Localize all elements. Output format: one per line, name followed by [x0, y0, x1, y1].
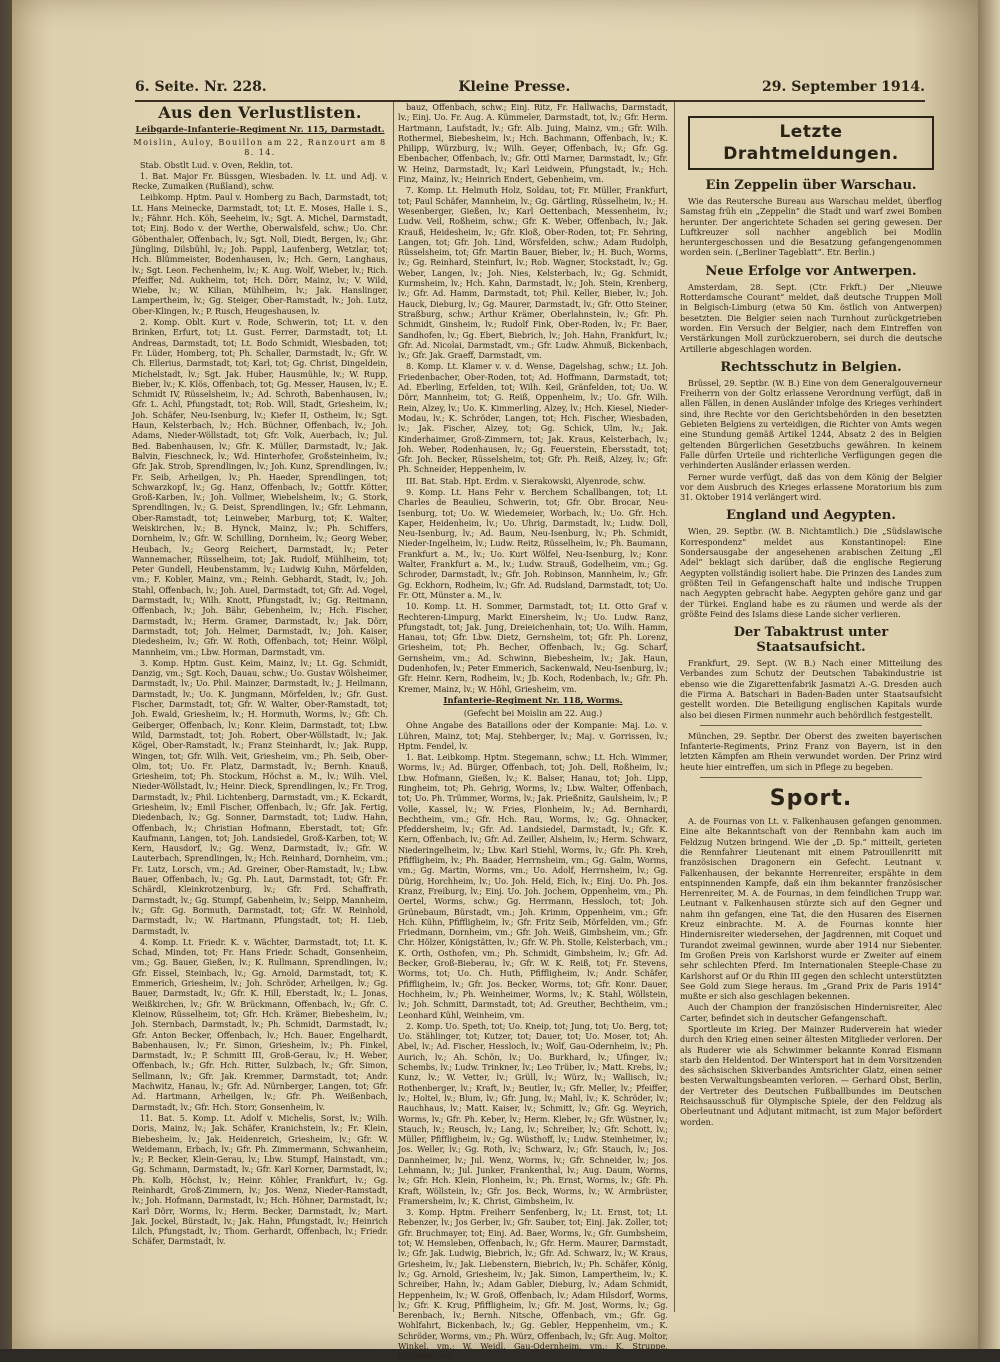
article-body: Wie das Reutersche Bureau aus Warschau meldet, überflog Samstag früh ein „Zeppelin“ die Stadt und warf zwei Bomben herunter. Der angerichtete Schaden sei gering gewesen. Der Luftkreuzer soll nachher angeblich bei Modlin heruntergeschossen und die Besatzung gefangengenommen worden sein. („Berliner Tageblatt“. Etr. Berlin.) [680, 196, 942, 258]
casualty-paragraph: 2. Komp. Uo. Speth, tot; Uo. Kneip, tot; Jung, tot; Uo. Berg, tot; Uo. Stählinger, tot; Kutzer, tot; Dauer, tot; Uo. Moser, tot; Ah. Abel, lv.; Ad. Fischer, Hessloch, lv.; Wolf, Gau-Odernheim, lv.; Ph. Aurich, lv.; Ah. Schön, lv.; Uo. Burkhard, lv.; Ufinger, lv.; Schembs, lv.; Ludw. Trinkner, lv.; Leo Trüber, lv.; Matt. Krebs, lv.; Kunz, lv.; W. Vetter, lv.; Grüll, lv.; Würz, lv.; Wallisch, lv.; Rothenberger, lv.; Kraft, lv.; Beutler, lv.; Gfr. Meller, lv.; Pfeiffer, lv.; Holtel, lv.; Blum, lv.; Gfr. Jung, lv.; Mahl, lv.; K. Schröder, lv.; Rauchhaus, lv.; Matt. Kaiser, lv.; Schmitt, lv.; Gfr. Gg. Weyrich, Worms, lv.; Gfr. Ph. Keber, lv.; Herm. Kleber, lv.; Gfr. Wüstner, lv.; Stauch, lv.; Reusch, lv.; Lang, lv.; Schreiber, lv.; Gfr. Schott, lv.; Müller, Pfiffligheim, lv.; Gg. Wüsthoff, lv.; Ludw. Steinheimer, lv.; Jos. Weller, lv.; Gg. Roth, lv.; Schwarz, lv.; Gfr. Stauch, lv.; Jos. Dannheimer, lv.; Jul. Wenz, Worms, lv.; Gfr. Schneider, lv.; Jos. Lehmann, lv.; Jul. Junker, Frankenthal, lv.; Aug. Daum, Worms, lv.; Gfr. Hch. Klein, Flonheim, lv.; Ph. Ernst, Worms, lv.; Gfr. Ph. Kraft, Wöllstein, lv.; Gfr. Jos. Beck, Worms, lv.; W. Armbrüster, Framersheim, lv.; K. Christ, Gimbsheim, lv. [398, 1020, 668, 1206]
casualty-paragraph: 11. Bat. 5. Komp. Lt. Adolf v. Michelis, Sorst, lv.; Wilh. Doris, Mainz, lv.; Jak. Schäfer, Kranichstein, lv.; Fr. Klein, Biebesheim, lv.; Jak. Heidenreich, Griesheim, lv.; Gfr. W. Weidemann, Erbach, lv.; Gfr. Ph. Zimmermann, Schwanheim, lv.; P. Becker, Klein-Gerau, lv.; Lbw. Stumpf, Hainstadt, vm.; Gg. Schmann, Darmstadt, lv.; Gfr. Karl Korner, Darmstadt, lv.; Ph. Kolb, Höchst, lv.; Heinr. Köhler, Frankfurt, lv.; Gg. Reinhardt, Groß-Zimmern, lv.; Jos. Wenz, Nieder-Ramstadt, lv.; Joh. Hofmann, Darmstadt, lv.; Hch. Höhner, Darmstadt, lv.; Karl Dörr, Worms, lv.; Herm. Becker, Darmstadt, lv.; Mart. Jak. Jockel, Bürstadt, lv.; Jak. Hahn, Pfungstadt, lv.; Heinrich Lilch, Pfungstadt, lv.; Thom. Gerhardt, Offenbach, lv.; Friedr. Schäfer, Darmstadt, lv. [132, 1112, 388, 1247]
latest-telegrams-box: Letzte Drahtmeldungen. [688, 116, 934, 170]
article-title: Ein Zeppelin über Warschau. [705, 178, 917, 193]
article-title: Neue Erfolge vor Antwerpen. [705, 263, 917, 279]
column-rule-2 [674, 102, 675, 1312]
article-body: Amsterdam, 28. Sept. (Ctr. Frkft.) Der „Nieuwe Rotterdamsche Courant“ meldet, daß deutsche Truppen Moll in Belgisch-Limburg (etwa 50 Km. östlich von Antwerpen) besetzten. Die Belgier seien nach Turnhout zurückgetrieben worden. Ein Versuch der Belgier, nach dem Eintreffen von Verstärkungen Moll zurückzuerobern, sei durch die deutsche Artillerie abgeschlagen worden. [680, 281, 942, 354]
sport-paragraph: Sportleute im Krieg. Der Mainzer Ruderverein hat wieder durch den Krieg einen seiner ältesten Mitglieder verloren. Der als Ruderer wie als Schwimmer bekannte Konrad Eismann starb den Heldentod. Der Wintersport hat in dem Vorsitzenden des sächsischen Skiverbandes Amtsrichter Glatz, einen seiner besten Verwaltungsbeamten verloren. — Gerhard Obst, Berlin, der Vertreter des Deutschen Fußballbundes im Deutschen Reichsausschuß für Olympische Spiele, der den Feldzug als Oberleutnant und Adjutant mitmacht, ist zum Major befördert worden. [680, 1024, 942, 1127]
casualty-paragraph: 2. Komp. Oblt. Kurt v. Rode, Schwerin, tot; Lt. v. den Brinken, Erfurt, tot; Lt. Gust. Ferrer, Darmstadt, tot; Lt. Andreas, Darmstadt, tot; Lt. Bodo Schmidt, Wiesbaden, tot; Fr. Lüder, Homberg, tot; Ph. Schaller, Darmstadt, lv.; Gfr. W. Ch. Ellerius, Darmstadt, tot; Karl, tot; Gg. Christ, Dingeldein, Michelstadt, lv.; Sgt. Jak. Huber, Hausmühle, lv.; W. Rupp, Bieber, lv.; K. Klös, Offenbach, tot; Gg. Messer, Hausen, lv.; E. Schmidt IV, Rüsselsheim, lv.; Ad. Schroth, Babenhausen, lv.; Gfr. L. Achl, Pfungstadt, tot; Rob. Will, Stadt, Griesheim, lv.; Joh. Schäfer, Neu-Isenburg, lv.; Kiefer II, Ostheim, lv.; Sgt. Haun, Kelsterbach, lv.; Hch. Büchner, Offenbach, lv.; Joh. Adams, Nieder-Wöllstadt, tot; Gfr. Volk, Auerbach, lv.; Jul. Bed. Babenhausen, lv.; Gfr. K. Müller, Darmstadt, lv.; Jak. Balvin, Fieschneck, lv.; Wd. Hinterhofer, Großsteinheim, lv.; Gfr. Jak. Strob, Sprendlingen, lv.; Joh. Kunz, Sprendlingen, lv.; Fr. Seib, Arheilgen, lv.; Ph. Haeder, Sprendlingen, tot; Schwarzkopf, lv.; Gg. Hanz, Offenbach, lv.; Gottfr. Kötter, Groß-Karben, lv.; Joh. Vollmer, Wiebelsheim, lv.; G. Stork, Sprendlingen, lv.; G. Deist, Sprendlingen, lv.; Gfr. Lehmann, Ober-Ramstadt, tot; Leinweber, Marburg, tot; K. Walter, Weiskirchen, lv.; B. Hynck, Mainz, lv.; Ph. Schiffers, Dornheim, lv.; Gfr. W. Schilling, Dornheim, lv.; Georg Weber, Heubach, lv.; Georg Reichert, Darmstadt, lv.; Peter Wannemacher, Rüsselheim, tot; Jak. Rudolf, Mühlheim, tot; Peter Gundell, Heubenstamm, lv.; Ludwig Kuhn, Mörfelden, vm.; F. Kobler, Mainz, vm.; Reinh. Gebhardt, Stadt, lv.; Joh. Stahl, Offenbach, lv.; Joh. Auel, Darmstadt, tot; Gfr. Ad. Vogel, Darmstadt, lv.; Wilh. Knott, Pfungstadt, lv.; Gg. Reitmann, Offenbach, lv.; Joh. Bähr, Gebenheim, lv.; Hch. Fischer, Darmstadt, lv.; Herm. Gramer, Darmstadt, lv.; Jak. Dörr, Darmstadt, tot; Joh. Helmer, Darmstadt, lv.; Joh. Kaiser, Diedesheim, lv.; Gfr. W. Roth, Offenbach, tot; Heinr. Wölpl, Mannheim, vm.; Lbw. Horman, Darmstadt, vm. [132, 317, 388, 657]
casualty-paragraph: 7. Komp. Lt. Helmuth Holz, Soldau, tot; Fr. Müller, Frankfurt, tot; Paul Schäfer, Mannheim, lv.; Gg. Gärtling, Rüsselheim, lv.; H. Wesenberger, Gießen, lv.; Karl Oettenbach, Messenheim, lv.; Ludw. Veil, Roßheim, schw.; Gfr. K. Weber, Offenbach, lv.; Jak. Krauß, Heidesheim, lv.; Gfr. Kloß, Ober-Roden, tot; Fr. Sehring, Langen, tot; Gfr. Joh. Lind, Wörsfelden, schw.; Adam Rudolph, Rüsselsheim, tot; Gfr. Martin Bauer, Bieber, lv.; H. Buch, Worms, lv.; Gg. Reinhard, Steinfurt, lv.; Rob. Wagner, Stockstadt, lv.; Gg. Weber, Langen, lv.; Joh. Nies, Kelsterbach, lv.; Gg. Schmidt, Kurmsheim, lv.; Hch. Kahn, Darmstadt, lv.; Joh. Stein, Krenberg, lv.; Gfr. Ad. Hamm, Darmstadt, tot; Phil. Keller, Bieber, lv.; Joh. Hauck, Dieburg, lv.; Gg. Maurer, Darmstadt, lv.; Gfr. Otto Steiner, Straßburg, schw.; Arthur Krämer, Oberlahnstein, lv.; Gfr. Ph. Schmidt, Ginsheim, lv.; Rudolf Fink, Ober-Roden, lv.; Fr. Baer, Sandhofen, lv.; Gg. Ebert, Biebrich, lv.; Joh. Hahn, Frankfurt, lv.; Gfr. Ad. Nicolai, Darmstadt, vm.; Gfr. Ludw. Ahmuß, Bickenbach, lv.; Gfr. Jak. Graeff, Darmstadt, vm. [398, 185, 668, 361]
header-page-number: 6. Seite. Nr. 228. [135, 79, 267, 95]
casualty-paragraph: bauz, Offenbach, schw.; Einj. Ritz, Fr. Hallwachs, Darmstadt, lv.; Einj. Uo. Fr. Aug. A. Kümmeler, Darmstadt, tot, lv.; Gfr. Herm. Hartmann, Laufstadt, lv.; Gfr. Alb. Juing, Mainz, vm.; Gfr. Wilh. Rothermel, Biebesheim, lv.; Hch. Bachmann, Offenbach, lv.; K. Philipp, Würzburg, lv.; Wilh. Geyer, Offenbach, lv.; Gfr. Gg. Ebenbacher, Offenbach, lv.; Gfr. Ottl Marner, Darmstadt, lv.; Gfr. W. Heinz, Darmstadt, lv.; Karl Leidwein, Pfungstadt, lv.; Hch. Finz, Mainz, lv.; Heinrich Endert, Gebenheim, vm. [398, 102, 668, 185]
article-title: England und Aegypten. [726, 508, 896, 524]
casualty-paragraph: 1. Bat. Leibkomp. Hptm. Stegemann, schw.; Lt. Hch. Wimmer, Worms, lv.; Ad. Bürger, Offenbach, tot; Joh. Dell, Roßheim, lv.; Lbw. Hofmann, Gießen, lv.; K. Balser, Hanau, tot; Joh. Lipp, Ringheim, tot; Ph. Gehrig, Worms, lv.; Lbw. Walter, Offenbach, tot; Uo. Ph. Trümmer, Worms, lv.; Jak. Prießnitz, Gaulsheim, lv.; P. Volle, Kassel, lv.; W. Fries, Flonheim, lv.; Ad. Bernhardi, Bechtheim, vm.; Gfr. Hch. Rau, Worms, lv.; Gg. Ohnacker, Pfeddersheim, lv.; Gfr. Ad. Landsiedel, Darmstadt, lv.; Gfr. K. Kern, Offenbach, lv.; Gfr. Ad. Zeiller, Alsheim, lv.; Herm. Schwarz, Niederingelheim, lv.; Lbw. Karl Stiehl, Worms, lv.; Gfr. Ph. Kreh, Pfiffligheim, lv.; Ph. Baader, Herrnsheim, vm.; Gg. Galm, Worms, vm.; Gg. Martin, Worms, vm.; Uo. Adolf, Herrnsheim, lv.; Gg. Dürig, Horchheim, lv.; Uo. Joh. Held, Eich, lv.; Einj. Uo. Ph. Jos. Kranz, Freiburg, lv.; Einj. Uo. Joh. Jochem, Oppenheim, vm.; Ph. Oertel, Worms, schw.; Gg. Herrmann, Hessloch, tot; Joh. Grünebaum, Bürstadt, vm.; Joh. Krimm, Oppenheim, vm.; Gfr. Hch. Kühn, Pfiffligheim, lv.; Gfr. Fritz Seib, Mörfelden, vm.; Gfr. Friedmann, Dornheim, vm.; Gfr. Joh. Weiß, Gimbsheim, vm.; Gfr. Chr. Hölzer, Königstätten, lv.; Gfr. W. Ph. Stolle, Kelsterbach, vm.; K. Orth, Osthofen, vm.; Ph. Schmidt, Gimbsheim, lv.; Gfr. Ad. Becker, Groß-Bieberau, lv.; Gfr. W. K. Reiß, tot; Fr. Stevens, Worms, tot; Uo. Ch. Huth, Pfiffligheim, lv.; Andr. Schäfer, Pfiffligheim, lv.; Gfr. Jos. Becker, Worms, tot; Gfr. Konr. Dauer, Hochheim, lv.; Ph. Weinheimer, Worms, lv.; K. Stahl, Wöllstein, lv.; Joh. Schmitt, Darmstadt, tot; Ad. Greuther, Bechtheim, vm.; Leonhard Kühl, Weinheim, vm. [398, 752, 668, 1020]
article-body: Frankfurt, 29. Sept. (W. B.) Nach einer Mitteilung des Verbandes zum Schutz der Deutschen Tabakindustrie ist ebenso wie die Zigarettenfabrik Jasmatzi A.-G. Dresden auch die Firma A. Batschari in Baden-Baden unter Staatsaufsicht gestellt worden. Die Beteiligung englischen Kapitals wurde also bei diesen Firmen nunmehr auch behördlich festgestellt. [680, 658, 942, 720]
regiment-heading-118: Infanterie-Regiment Nr. 118, Worms. [443, 695, 623, 706]
section-title-casualty-lists: Aus den Verlustlisten. [158, 103, 362, 122]
casualty-paragraph: III. Bat. Stab. Hpt. Erdm. v. Sierakowski, Alyenrode, schw. [406, 475, 646, 486]
regiment-heading: Leibgarde-Infanterie-Regiment Nr. 115, Darmstadt. [135, 125, 385, 135]
regiment-118-subtitle: (Gefecht bei Moislin am 22. Aug.) [463, 707, 603, 718]
casualty-paragraph: 8. Komp. Lt. Klamer v. v. d. Wense, Dagelshag, schw.; Lt. Joh. Friedenbacher, Ober-Roden, tot; Ad. Hoffmann, Darmstadt, tot; Ad. Eberling, Erfelden, tot; Wilh. Keil, Gränfelden, tot; Uo. W. Dörr, Mannheim, tot; G. Reiß, Oppenheim, lv.; Uo. Gfr. Wilh. Rein, Alzey, lv.; Uo. K. Kimmerling, Alzey, lv.; Hch. Kiesel, Nieder-Modau, lv.; K. Schröder, Langen, tot; Hch. Fischer, Wiesbaden, lv.; Jak. Fischer, Alzey, tot; Gg. Schick, Ulm, lv.; Jak. Kinderhaimer, Groß-Zimmern, tot; Jak. Kraus, Kelsterbach, lv.; Joh. Weber, Rodenhausen, lv.; Gg. Feuerstein, Ebersstadt, tot; Gfr. Joh. Becker, Rüsselsheim, tot; Gfr. Ph. Reiß, Alzey, lv.; Gfr. Ph. Schneider, Heppenheim, lv. [398, 361, 668, 475]
article-body: Brüssel, 29. Septbr. (W. B.) Eine von dem Generalgouverneur Freiherrn von der Goltz erlassene Verordnung verfügt, daß in allen Fällen, in denen Ausländer infolge des Krieges verhindert sind, ihre Rechte vor den Gerichtsbehörden in den besetzten Gebieten Belgiens zu verteidigen, die Richter von Amts wegen eine Stundung gemäß Artikel 1244, Absatz 2 des in Belgien geltenden Bürgerlichen Gesetzbuchs gewähren. In keinem Falle dürfen Urteile und richterliche Verfügungen gegen die verhinderten Ausländer erlassen werden. [680, 377, 942, 471]
article-title: Der Tabaktrust unter Staatsaufsicht. [733, 625, 889, 656]
column-casualty-lists-continued [398, 102, 668, 1362]
column-latest-news [680, 102, 942, 1317]
article-body: Ferner wurde verfügt, daß das von dem König der Belgier vor dem Ausbruch des Krieges erlassene Moratorium bis zum 31. Oktober 1914 verlängert wird. [680, 471, 942, 503]
sport-paragraph: Auch der Champion der französischen Hindernisreiter, Alec Carter, befindet sich in deutscher Gefangenschaft. [680, 1002, 942, 1023]
casualty-paragraph: 3. Komp. Hptm. Freiherr Senfenberg, lv.; Lt. Ernst, tot; Lt. Rebenzer, lv.; Jos Gerber, lv.; Gfr. Sauber, tot; Einj. Jak. Zoller, tot; Gfr. Bruchmayer, tot; Einj. Ad. Baer, Worms, lv.; Gfr. Gumbsheim, tot; W. Hemsleben, Offenbach, lv.; Gfr. Herm. Maurer, Darmstadt, lv.; Gfr. Jak. Ludwig, Biebrich, lv.; Gfr. Ad. Schwarz, lv.; W. Kraus, Griesheim, lv.; Jak. Liebenstern, Biebrich, lv.; Ph. Schäfer, König, lv.; Gg. Arnold, Griesheim, lv.; Jak. Simon, Lampertheim, lv.; K. Schreiber, Hahn, lv.; Adam Gabler, Dieburg, lv.; Adam Schmidt, Heppenheim, lv.; W. Groß, Offenbach, lv.; Adam Hilsdorf, Worms, lv.; Gfr. K. Krug, Pfiffligheim, lv.; Gfr. M. Jost, Worms, lv.; Gg. Berenbach, lv.; Bernh. Nitsche, Offenbach, vm.; Gfr. Gg. Wohlfahrt, Bickenbach, lv.; Gg. Gebler, Heppenheim, vm.; K. Schröder, Worms, vm.; Ph. Würz, Offenbach, lv.; Gfr. Aug. Moltor, Winkel, vm.; W. Weidl, Gau-Odernheim, vm.; K. Struppe, Osthofen, vm. [398, 1207, 668, 1362]
casualty-paragraph: 3. Komp. Hptm. Gust. Keim, Mainz, lv.; Lt. Gg. Schmidt, Danzig, vm.; Sgt. Koch, Dauau, schw.; Uo. Gustav Wölsheimer, Darmstadt, lv.; Uo. Phil. Mainzer, Darmstadt, lv.; J. Heilmann, Darmstadt, lv.; Uo. K. Jungmann, Mörfelden, lv.; Gfr. Gust. Fischer, Darmstadt, tot; Gfr. W. Walter, Ober-Ramstadt, tot; Joh. Ewald, Griesheim, lv.; H. Hormuth, Worms, lv.; Gfr. Ch. Geiberger, Offenbach, lv.; Konr. Kleim, Darmstadt, tot; Lbw. Wild, Darmstadt, tot; Joh. Robert, Ober-Wöllstadt, lv.; Jak. Kögel, Ober-Ramstadt, lv.; Franz Steinhardt, lv.; Jak. Rupp, Wingen, tot; Gfr. Wilh. Veit, Griesheim, vm.; Ph. Seib, Ober-Olm, tot; Uo. Fr. Platz, Darmstadt, lv.; Bernh. Knauß, Griesheim, tot; Ph. Stockum, Höchst a. M., lv.; Wilh. Viel, Nieder-Wöllstadt, lv.; Heinr. Dieck, Sprendlingen, lv.; Fr. Trog, Darmstadt, lv.; Phil. Lichtenberg, Darmstadt, vm.; K. Eckardt, Griesheim, lv.; Emil Fischer, Offenbach, lv.; Gfr. Jak. Fertig, Diedenbach, lv.; Gg. Sonner, Darmstadt, tot; Ludw. Hahn, Offenbach, lv.; Christian Hofmann, Eberstadt, tot; Gfr. Kaufmann, Langen, tot; Joh. Landsiedel, Groß-Karben, tot; W. Kern, Hausdorf, lv.; Gg. Wenz, Darmstadt, lv.; Gfr. W. Lauterbach, Sprendlingen, lv.; Hch. Reinhard, Dornheim, vm.; Fr. Lutz, Lorsch, vm.; Ad. Greiner, Ober-Ramstadt, lv.; Lbw. Bauer, Offenbach, lv.; Gg. Ph. Laut, Darmstadt, tot; Gfr. Fr. Schärdl, Kleinkrotzenburg, lv.; Gfr. Frd. Schaffrath, Darmstadt, lv.; Gg. Stumpf, Gabenheim, lv.; Seipp, Mannheim, lv.; Gfr. Gg. Bormuth, Darmstadt, tot; Gfr. W. Reinhold, Darmstadt, lv.; W. Hartmann, Pfungstadt, tot; H. Lieb, Darmstadt, lv. [132, 657, 388, 936]
article-body: Wien, 29. Septbr. (W. B. Nichtamtlich.) Die „Südslawische Korrespondenz“ meldet aus Konstantinopel: Eine Sondersausgabe der angesehenen arabischen Zeitung „El Adel“ beklagt sich darüber, daß die englische Regierung Aegypten vollständig isoliert habe. Die Prinzen des Landes zum größten Teil in Gefangenschaft halte und indische Truppen nach Aegypten gebracht habe. Aegypten gehöre ganz und gar der Türkei. England habe es zu räumen und werde als der größte Feind des Islams diese Lande sicher verlieren. [680, 526, 942, 619]
sport-paragraph: A. de Fournas von Lt. v. Falkenhausen gefangen genommen. Eine alte Bekanntschaft von der Rennbahn kam auch im Feldzug Nutzen bringend. Wie der „D. Sp.“ mitteilt, gerieten die Rennfahrer Lieutenant mit einem Patrouillenritt mit französischen Dragonern ein Gefecht. Leutnant v. Falkenhausen, der bekannte Herrenreiter, erspähte in dem entspinnenden Kampfe, daß ein ihm bekannter französischer Herrenreiter, M. A. de Fournas, in dem feindlichen Trupp war. Leutnant v. Falkenhausen stürzte sich auf den Gegner und nahm ihn gefangen, eine Tat, die den Husaren des Eisernen Kreuz einbrachte. M. A. de Fournas konnte hier Hindernisreiter wiedersehen, der Jagdrennen, mit Coquet und Turandot zweimal gewinnen, wurde aber 1914 nur Siebenter. Im Großen Preis von Karlshorst wurde er Zweiter auf einem sehr schlechten Pferd. Im Internationalen Steeple-Chase zu Karlshorst auf Or du Rhin III gegen den schlecht unterstützten See Gold zum Siege heraus. Im „Grand Prix de Paris 1914“ mußte er sich also geschlagen bekennen. [680, 816, 942, 1002]
separator-rule [700, 725, 922, 726]
header-date: 29. September 1914. [761, 79, 925, 95]
header-paper-name: Kleine Presse. [458, 79, 571, 95]
sport-section-title: Sport. [769, 786, 853, 812]
book-edge-right [978, 0, 1000, 1349]
casualty-paragraph: 1. Bat. Major Fr. Büssgen, Wiesbaden. lv. Lt. und Adj. v. Recke, Zumaiken (Rußland), schw. [132, 170, 388, 192]
battle-places: Moislin, Auloy, Bouillon am 22, Ranzourt am 8 8. 14. [133, 137, 387, 158]
casualty-paragraph: 9. Komp. Lt. Hans Fehr v. Berchem Schallbangen, tot; Lt. Charles de Beaulieu, Schwerin, tot; Gfr. Obr. Brocar, Neu-Isenburg, tot; Uo. W. Wiedemeier, Worbach, lv.; Uo. Gfr. Hch. Kaper, Heidenheim, lv.; Uo. Uhrig, Darmstadt, lv.; Ludw. Doll, Neu-Isenburg, lv.; Ad. Baum, Neu-Isenburg, lv.; Ph. Schmidt, Nieder-Ingelheim, lv.; Ludw. Reitz, Rüsselheim, lv.; Ph. Baumann, Frankfurt a. M., lv.; Uo. Kurt Wölfel, Neu-Isenburg, lv.; Konr. Walter, Frankfurt a. M., lv.; Ludw. Strauß, Godelheim, vm.; Gg. Schroder, Darmstadt, lv.; Gfr. Joh. Robinson, Mannheim, lv.; Gfr. Gg. Eckhorn, Rodheim, lv.; Gfr. Ad. Rudsland, Darmstadt, tot; Uo. Fr. Ott, Münster a. M., lv. [398, 486, 668, 600]
column-rule-1 [393, 102, 394, 1312]
column-casualty-lists [132, 102, 388, 1317]
page-header [135, 74, 925, 102]
munich-note: München, 29. Septbr. Der Oberst des zweiten bayerischen Infanterie-Regiments, Prinz Franz von Bayern, ist in den letzten Kämpfen am Rhein verwundet worden. Der Prinz wird heute hier eintreffen, um sich in Pflege zu begeben. [680, 730, 942, 772]
casualty-paragraph: Leibkomp. Hptm. Paul v. Homberg zu Bach, Darmstadt, tot; Lt. Hans Meinecke, Darmstadt, tot; Lt. E. Moses, Halle i. S., lv.; Fähnr. Hch. Köh, Seeheim, lv.; Sgt. A. Michel, Darmstadt, tot; Einj. Bodo v. der Werthe, Oberwalsfeld, schw.; Uo. Chr. Göbenthaler, Offenbach, lv.; Sgt. Noll, Diedt, Bergen, lv.; Ghr. Jüngling, Dilsbühl, lv.; Joh. Pappl, Laufenberg, Wetzlar, tot; Hch. Blümmeister, Bodenhausen, lv.; Hch. Gern, Langhaus, lv.; Sgt. Leon. Fechenheim, lv.; K. Aug. Wolf, Wieber, lv.; Rich. Pfeiffer, Nd. Aukheim, tot; Hch. Dörr, Mainz, lv.; V. Wild, Wiebe, lv.; W. Kilian, Mühlheim, lv.; Jak. Hanslinger, Lampertheim, lv.; Gg. Steiger, Ober-Ramstadt, lv.; Joh. Lutz, Ober-Klingen, lv.; P. Rusch, Heugeshausen, lv. [132, 192, 388, 316]
casualty-paragraph: 4. Komp. Lt. Friedr. K. v. Wächter, Darmstadt, tot; Lt. K. Schad, Minden, tot; Fr. Hans Friedr. Schadt, Gonsenheim, vm.; Gg. Bauer, Gießen, lv.; K. Rullmann, Sprendlingen, lv.; Gfr. Eissel, Steinbach, lv.; Gg. Arnold, Darmstadt, tot; K. Emmerich, Griesheim, lv.; Joh. Schröder, Arheilgen, lv.; Gg. Bauer, Darmstadt, lv.; Gfr. K. Hill, Eberstadt, lv.; L. Jonas, Weißkirchen, lv.; Gfr. W. Brückmann, Offenbach, lv.; Gfr. C. Kleinow, Rüsselheim, tot; Gfr. Hch. Krämer, Biebesheim, lv.; Joh. Sternbach, Darmstadt, lv.; Ph. Schmidt, Darmstadt, lv.; Gfr. Anton Becker, Offenbach, lv.; Hch. Bauer, Engelhardt, Babenhausen, lv.; Fr. Simon, Griesheim, lv.; Ph. Finkel, Darmstadt, lv.; P. Schmitt III, Groß-Gerau, lv.; H. Weber, Offenbach, lv.; Gfr. Hch. Ritter, Sulzbach, lv.; Gfr. Simon, Sellmann, lv.; Gfr. Jak. Kremmer, Darmstadt, tot; Andr. Machwitz, Hanau, lv.; Gfr. Ad. Nürnberger, Langen, tot; Gfr. Ad. Hartmann, Arheilgen, lv.; Gfr. Ph. Weißenbach, Darmstadt, lv.; Gfr. Hch. Storr, Gonsenheim, lv. [132, 936, 388, 1112]
casualty-paragraph: Ohne Angabe des Bataillons oder der Kompanie: Maj. Lo. v. Lühren, Mainz, tot; Maj. Stehberger, lv.; Maj. v. Gorrissen, lv.; Hptm. Fendel, lv. [398, 720, 668, 751]
article-title: Rechtsschutz in Belgien. [720, 359, 902, 375]
casualty-paragraph: Stab. Obstlt Lud. v. Oven, Reklin, tot. [140, 159, 293, 170]
casualty-paragraph: 10. Komp. Lt. H. Sommer, Darmstadt, tot; Lt. Otto Graf v. Rechteren-Limpurg, Markt Einersheim, lv.; Uo. Ludw. Ranz, Pfungstadt, tot; Jak. Jung, Dreieichenhain, tot; Uo. Wilh. Hamm, Hanau, tot; Gfr. Lbw. Dietz, Gernsheim, tot; Gfr. Ph. Lorenz, Griesheim, tot; Ph. Becher, Offenbach, lv.; Gg. Scharf, Gernsheim, vm.; Ad. Schwinn, Biebesheim, lv.; Jak. Haun, Dudenhofen, lv.; Peter Emmerich, Sackenwald, Neu-Isenburg, lv.; Gfr. Heinr. Kern, Rodheim, lv.; Jb. Koch, Rodenbach, lv.; Gfr. Ph. Kremer, Mainz, lv.; W. Höhl, Griesheim, vm. [398, 601, 668, 694]
separator-rule [700, 777, 922, 778]
